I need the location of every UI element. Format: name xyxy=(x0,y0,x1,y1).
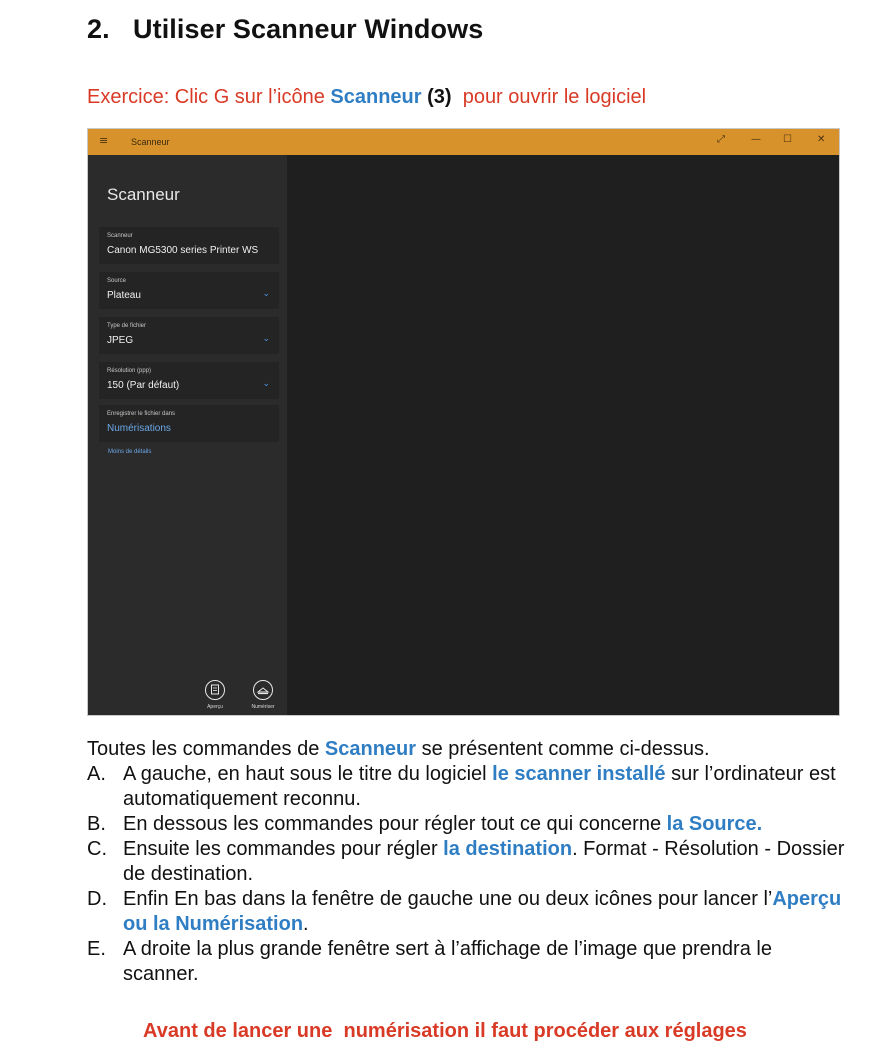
preview-area xyxy=(287,155,839,715)
list-item xyxy=(87,762,847,812)
settings-pane xyxy=(88,155,287,715)
list-marker: C. xyxy=(87,838,107,860)
item-text-end: . xyxy=(303,913,309,935)
scanner-field-value: Canon MG5300 series Printer WS xyxy=(107,245,259,256)
exercise-prefix: Exercice: Clic G sur l’icône xyxy=(87,86,331,108)
exercise-number: (3) xyxy=(427,86,452,108)
expand-icon[interactable]: ⤢ xyxy=(717,134,725,145)
item-highlight: Aperçu ou la Numérisation xyxy=(123,888,842,935)
list-marker: A. xyxy=(87,763,106,785)
source-value: Plateau xyxy=(107,290,141,301)
explanation-list xyxy=(87,737,847,987)
resolution-value: 150 (Par défaut) xyxy=(107,380,180,391)
minimize-icon[interactable]: — xyxy=(751,134,761,145)
filetype-select[interactable] xyxy=(99,317,279,354)
chevron-down-icon: ⌄ xyxy=(262,334,270,344)
item-text: A gauche, en haut sous le titre du logiciel xyxy=(123,763,493,785)
less-details-link[interactable]: Moins de détails xyxy=(108,449,152,455)
save-location-link[interactable]: Numérisations xyxy=(107,423,171,434)
heading-text: Utiliser Scanneur Windows xyxy=(133,14,484,44)
item-text: Ensuite les commandes pour régler xyxy=(123,838,444,860)
exercise-app-name: Scanneur xyxy=(330,86,422,108)
preview-icon xyxy=(205,680,225,700)
exercise-suffix: pour ouvrir le logiciel xyxy=(451,86,647,108)
chevron-down-icon: ⌄ xyxy=(262,289,270,299)
window-title: Scanneur xyxy=(131,137,170,147)
scan-icon xyxy=(253,680,273,700)
list-item xyxy=(87,887,847,937)
save-location-label: Enregistrer le fichier dans xyxy=(107,411,176,417)
scanner-field-label: Scanneur xyxy=(107,233,133,239)
preview-label: Aperçu xyxy=(207,704,223,710)
preview-button[interactable] xyxy=(197,680,233,710)
app-title: Scanneur xyxy=(107,185,180,204)
intro-text-end: se présentent comme ci-dessus. xyxy=(416,738,710,760)
final-warning: Avant de lancer une numérisation il faut procéder aux réglages xyxy=(143,1020,747,1042)
resolution-label: Résolution (ppp) xyxy=(107,368,152,374)
heading-number: 2. xyxy=(87,14,110,44)
source-label: Source xyxy=(107,278,127,284)
save-location-field[interactable] xyxy=(99,405,279,442)
item-text: Enfin En bas dans la fenêtre de gauche une ou deux icônes pour lancer l’ xyxy=(123,888,773,910)
intro-highlight: Scanneur xyxy=(324,738,417,760)
item-highlight: le scanner installé xyxy=(492,763,666,785)
scan-label: Numériser xyxy=(251,704,275,710)
scanner-field[interactable] xyxy=(99,227,279,264)
item-highlight: la Source. xyxy=(666,813,763,835)
scan-button[interactable] xyxy=(245,680,281,710)
item-text: A droite la plus grande fenêtre sert à l’affichage de l’image que prendra le scanner. xyxy=(123,938,772,985)
window-titlebar xyxy=(88,129,839,155)
item-text-end: . Format - Résolution - Dossier de destination. xyxy=(123,838,845,885)
item-text-end: sur l’ordinateur est automatiquement reconnu. xyxy=(123,763,836,810)
list-marker: B. xyxy=(87,813,106,835)
list-item xyxy=(87,937,847,987)
list-marker: D. xyxy=(87,888,107,910)
page-heading xyxy=(87,14,483,45)
hamburger-menu-icon[interactable]: ≡ xyxy=(99,134,109,147)
filetype-label: Type de fichier xyxy=(107,323,147,329)
list-item xyxy=(87,812,847,837)
list-item xyxy=(87,837,847,887)
item-text: En dessous les commandes pour régler tout ce qui concerne xyxy=(123,813,667,835)
list-intro xyxy=(87,737,847,762)
close-icon[interactable]: ✕ xyxy=(817,134,826,145)
list-marker: E. xyxy=(87,938,106,960)
scanner-window-screenshot xyxy=(87,128,840,716)
maximize-icon[interactable]: ☐ xyxy=(783,134,792,145)
intro-text: Toutes les commandes de xyxy=(87,738,325,760)
item-highlight: la destination xyxy=(443,838,573,860)
source-select[interactable] xyxy=(99,272,279,309)
chevron-down-icon: ⌄ xyxy=(262,379,270,389)
exercise-instruction xyxy=(87,86,646,109)
resolution-select[interactable] xyxy=(99,362,279,399)
filetype-value: JPEG xyxy=(107,335,134,346)
